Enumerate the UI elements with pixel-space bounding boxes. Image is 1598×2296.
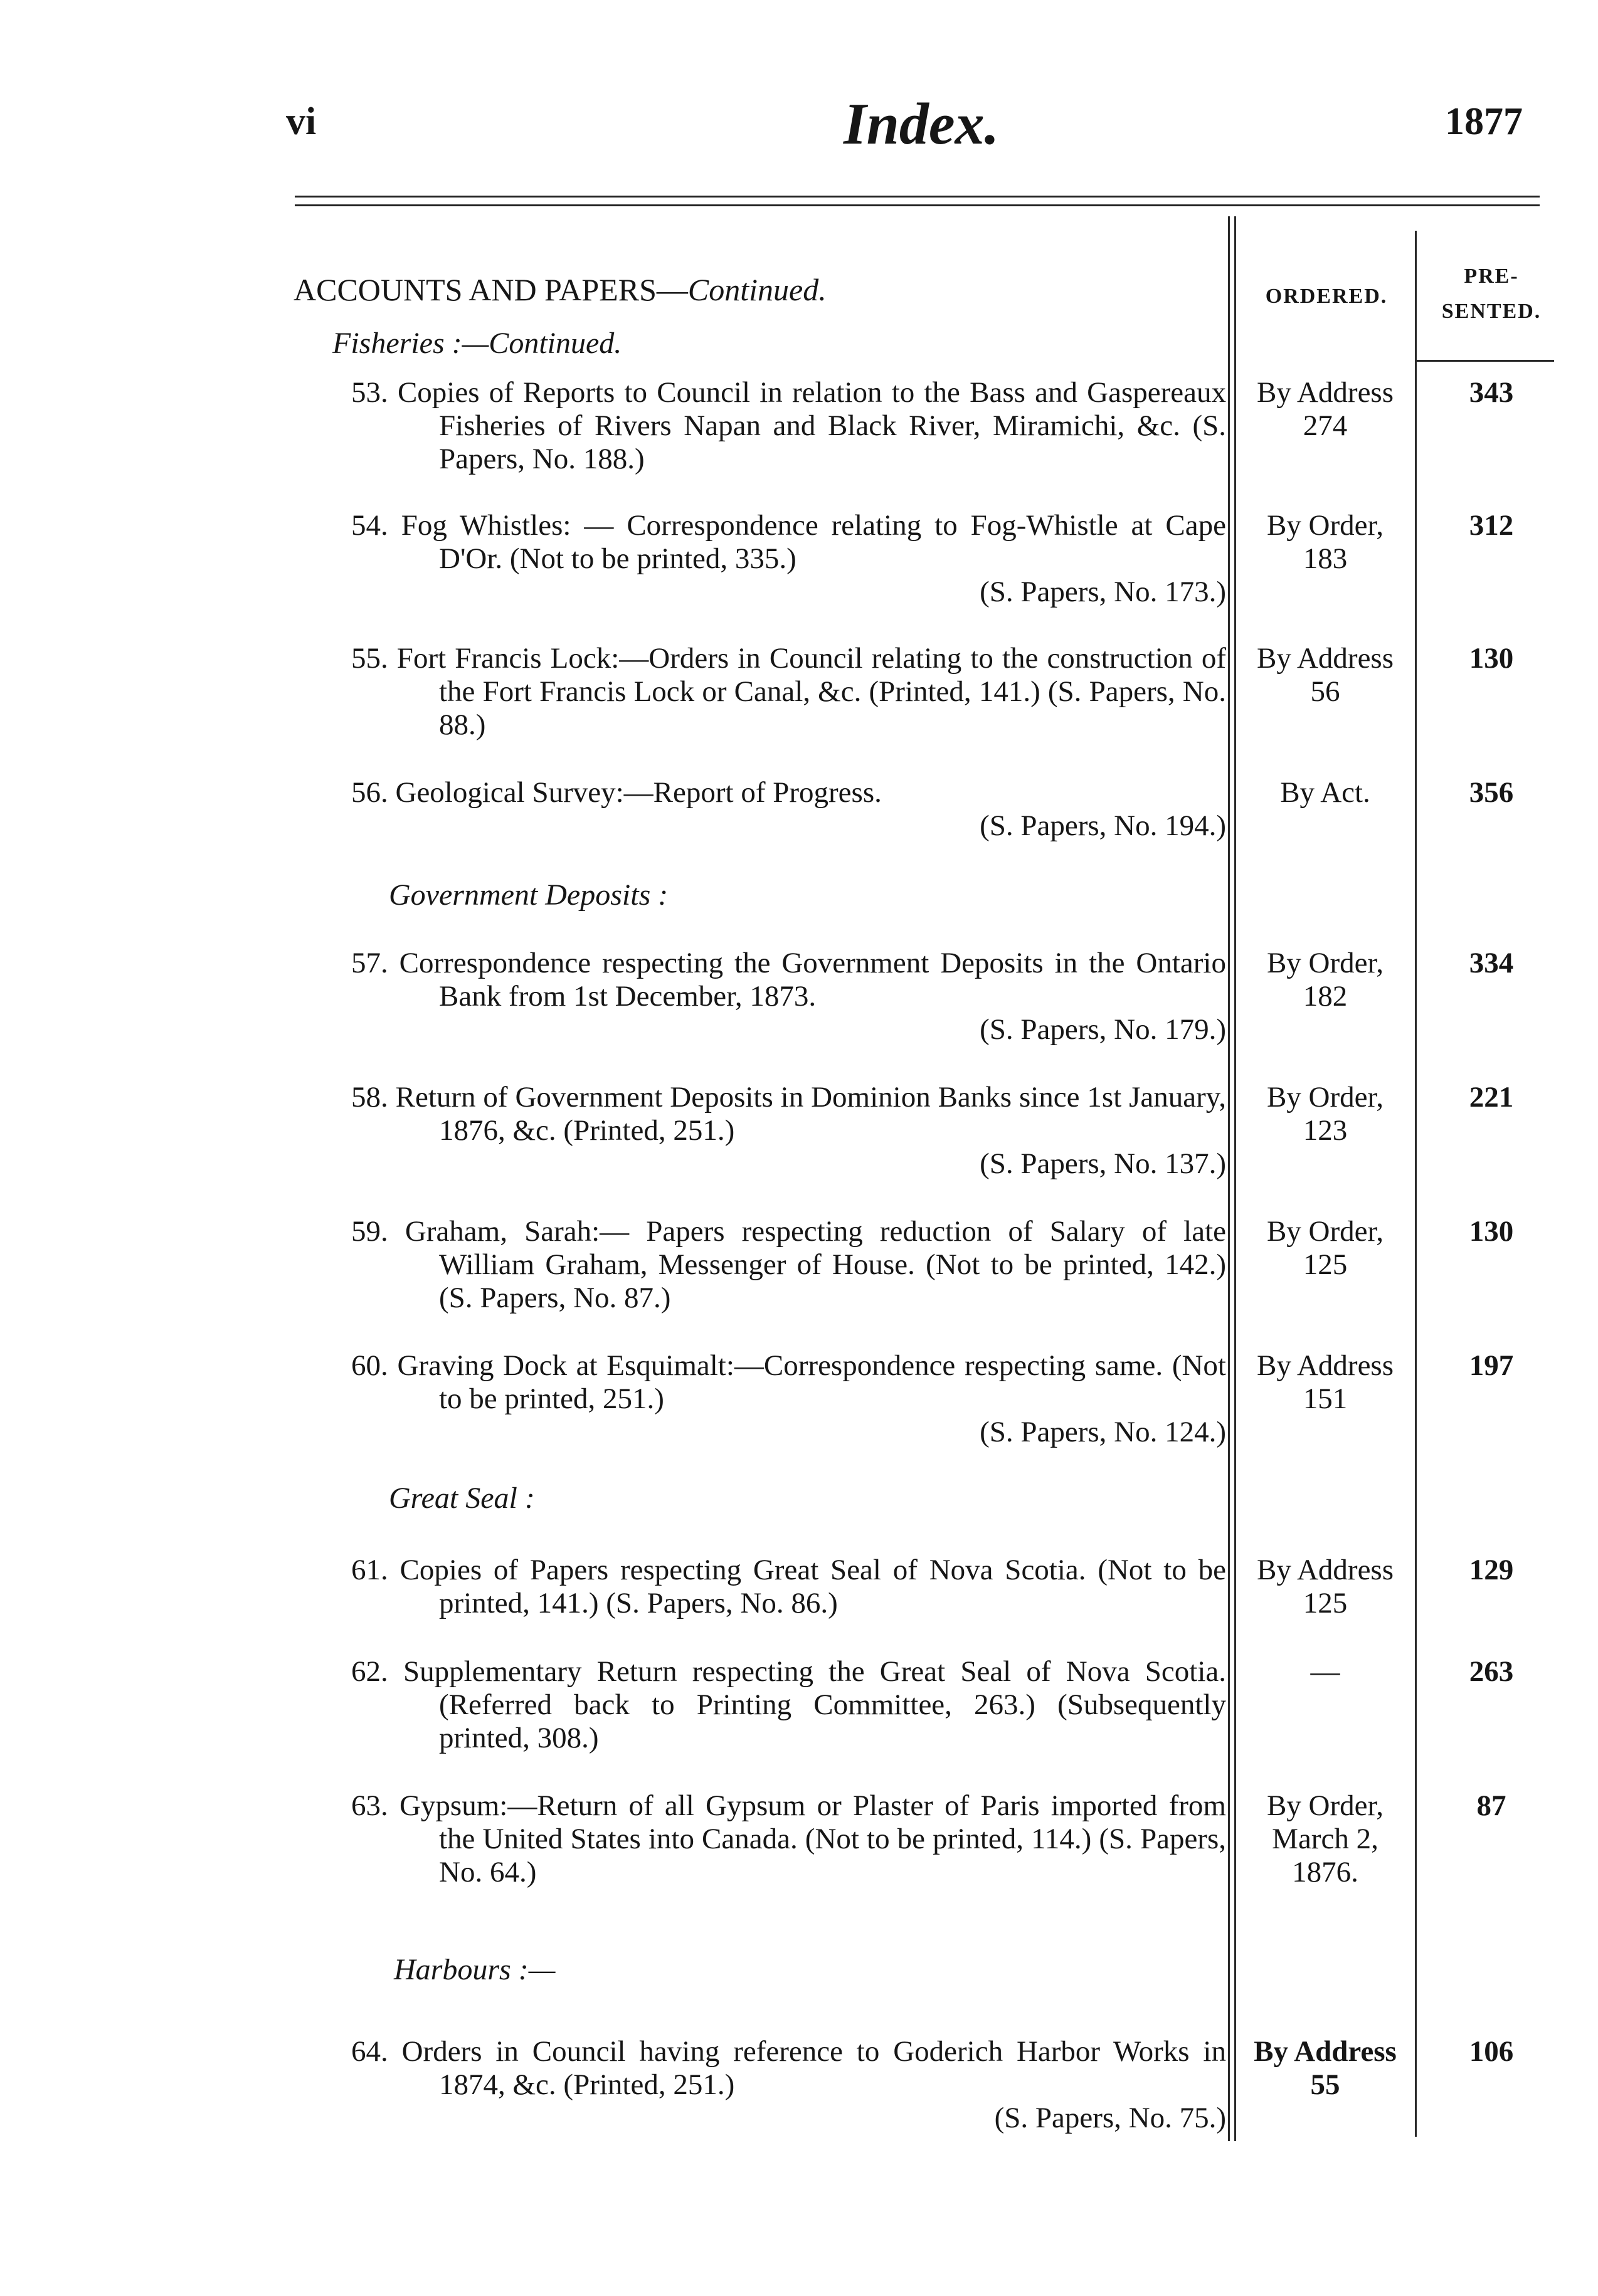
entry-reference: (S. Papers, No. 173.)	[980, 576, 1226, 608]
entry-text: 61. Copies of Papers respecting Great Seal of Nova Scotia. (Not to be printed, 141.) (S. Papers, No. 86.)	[351, 1554, 1226, 1619]
entry-58	[351, 1081, 1226, 1181]
ordered-line: 123	[1303, 1114, 1348, 1147]
ordered-column-header: ORDERED.	[1265, 285, 1388, 308]
entry-reference: (S. Papers, No. 194.)	[980, 809, 1226, 842]
entry-55-ordered	[1234, 642, 1416, 708]
entry-60-ordered	[1234, 1349, 1416, 1416]
entry-60	[351, 1349, 1226, 1449]
subhead-harbours: Harbours :—	[394, 1953, 556, 1986]
entry-text: 56. Geological Survey:—Report of Progress.	[351, 776, 882, 809]
entry-64	[351, 2035, 1226, 2135]
entry-59-presented: 130	[1469, 1215, 1514, 1248]
entry-53-ordered	[1234, 376, 1416, 443]
entry-reference: (S. Papers, No. 124.)	[980, 1416, 1226, 1448]
entry-63-ordered	[1234, 1789, 1416, 1889]
ordered-line: 55	[1310, 2068, 1340, 2101]
entry-53	[351, 376, 1226, 476]
ordered-line: 183	[1303, 542, 1348, 575]
entry-54	[351, 509, 1226, 609]
entry-text: 53. Copies of Reports to Council in relation to the Bass and Gaspereaux Fisheries of Rivers Napan and Black River, Miramichi, &c. (S. Papers, No. 188.)	[351, 376, 1226, 475]
ordered-line: 125	[1303, 1248, 1348, 1281]
page-number: vi	[286, 100, 317, 143]
header-rule-bottom	[295, 204, 1540, 206]
ordered-line: By Order,	[1266, 1081, 1384, 1114]
entry-56-presented: 356	[1469, 776, 1514, 809]
ordered-line: By Act.	[1280, 776, 1370, 809]
entry-62	[351, 1655, 1226, 1755]
entry-63-presented: 87	[1476, 1789, 1506, 1822]
ordered-line: By Address	[1256, 642, 1394, 675]
entry-text: 60. Graving Dock at Esquimalt:—Correspondence respecting same. (Not to be printed, 251.)	[351, 1349, 1226, 1415]
ordered-line: 151	[1303, 1382, 1348, 1415]
ordered-line: 56	[1310, 675, 1340, 708]
ordered-line: By Order,	[1266, 509, 1384, 542]
entry-text: 59. Graham, Sarah:— Papers respecting reduction of Salary of late William Graham, Messenger of House. (Not to be printed, 142.) (S. Papers, No. 87.)	[351, 1215, 1226, 1314]
entry-61-presented: 129	[1469, 1554, 1514, 1586]
entry-reference: (S. Papers, No. 137.)	[980, 1147, 1226, 1180]
ordered-line: By Order,	[1266, 947, 1384, 979]
section-continued: Continued.	[687, 272, 827, 307]
entry-text: 58. Return of Government Deposits in Dominion Banks since 1st January, 1876, &c. (Printed, 251.)	[351, 1081, 1226, 1147]
entry-58-ordered	[1234, 1081, 1416, 1147]
header-rule-top	[295, 196, 1540, 197]
entry-57-presented: 334	[1469, 947, 1514, 979]
entry-text: 54. Fog Whistles: — Correspondence relating to Fog-Whistle at Cape D'Or. (Not to be printed, 335.)	[351, 509, 1226, 575]
entry-text: 55. Fort Francis Lock:—Orders in Council relating to the construction of the Fort Francis Lock or Canal, &c. (Printed, 141.) (S. Papers, No. 88.)	[351, 642, 1226, 741]
entry-64-presented: 106	[1469, 2035, 1514, 2068]
entry-text: 63. Gypsum:—Return of all Gypsum or Plaster of Paris imported from the United States into Canada. (Not to be printed, 114.) (S. Papers, No. 64.)	[351, 1789, 1226, 1888]
entry-63	[351, 1789, 1226, 1889]
entry-53-presented: 343	[1469, 376, 1514, 409]
subhead-government-deposits: Government Deposits :	[389, 878, 669, 912]
entry-62-ordered	[1234, 1655, 1416, 1688]
entry-60-presented: 197	[1469, 1349, 1514, 1382]
ordered-line: —	[1310, 1655, 1340, 1688]
header-underline	[1415, 360, 1554, 362]
entry-61-ordered	[1234, 1554, 1416, 1620]
presented-column-header-1: PRE-	[1464, 265, 1519, 288]
entry-56-ordered	[1234, 776, 1416, 809]
entry-59-ordered	[1234, 1215, 1416, 1282]
section-title: ACCOUNTS AND PAPERS—	[294, 272, 688, 307]
column-rule-left-a	[1228, 216, 1230, 2141]
page-title: Index.	[844, 92, 1000, 157]
subsection-fisheries: Fisheries :—Continued.	[332, 327, 622, 360]
entry-54-ordered	[1234, 509, 1416, 576]
ordered-line: March 2,	[1272, 1823, 1378, 1855]
entry-55-presented: 130	[1469, 642, 1514, 675]
entry-reference: (S. Papers, No. 179.)	[980, 1013, 1226, 1046]
ordered-line: By Order,	[1266, 1789, 1384, 1822]
entry-61	[351, 1554, 1226, 1620]
ordered-line: 274	[1303, 409, 1348, 442]
section-heading	[294, 271, 827, 308]
presented-column-header-2: SENTED.	[1441, 300, 1542, 323]
ordered-line: 125	[1303, 1587, 1348, 1619]
ordered-line: 1876.	[1292, 1856, 1358, 1888]
entry-59	[351, 1215, 1226, 1315]
ordered-line: By Address	[1256, 376, 1394, 409]
entry-56	[351, 776, 1226, 843]
entry-62-presented: 263	[1469, 1655, 1514, 1688]
entry-55	[351, 642, 1226, 742]
entry-57-ordered	[1234, 947, 1416, 1013]
entry-text: 62. Supplementary Return respecting the Great Seal of Nova Scotia. (Referred back to Printing Committee, 263.) (Subsequently printed, 308.)	[351, 1655, 1226, 1754]
entry-text: 57. Correspondence respecting the Government Deposits in the Ontario Bank from 1st December, 1873.	[351, 947, 1226, 1013]
ordered-line: By Address	[1256, 1349, 1394, 1382]
entry-54-presented: 312	[1469, 509, 1514, 542]
entry-58-presented: 221	[1469, 1081, 1514, 1114]
subhead-great-seal: Great Seal :	[389, 1482, 535, 1515]
entry-text: 64. Orders in Council having reference to Goderich Harbor Works in 1874, &c. (Printed, 251.)	[351, 2035, 1226, 2101]
ordered-line: By Address	[1256, 1554, 1394, 1586]
year: 1877	[1445, 100, 1523, 143]
entry-reference: (S. Papers, No. 75.)	[994, 2102, 1226, 2134]
entry-57	[351, 947, 1226, 1046]
entry-64-ordered	[1234, 2035, 1416, 2102]
ordered-line: By Order,	[1266, 1215, 1384, 1248]
ordered-line: By Address	[1254, 2035, 1397, 2068]
ordered-line: 182	[1303, 980, 1348, 1013]
